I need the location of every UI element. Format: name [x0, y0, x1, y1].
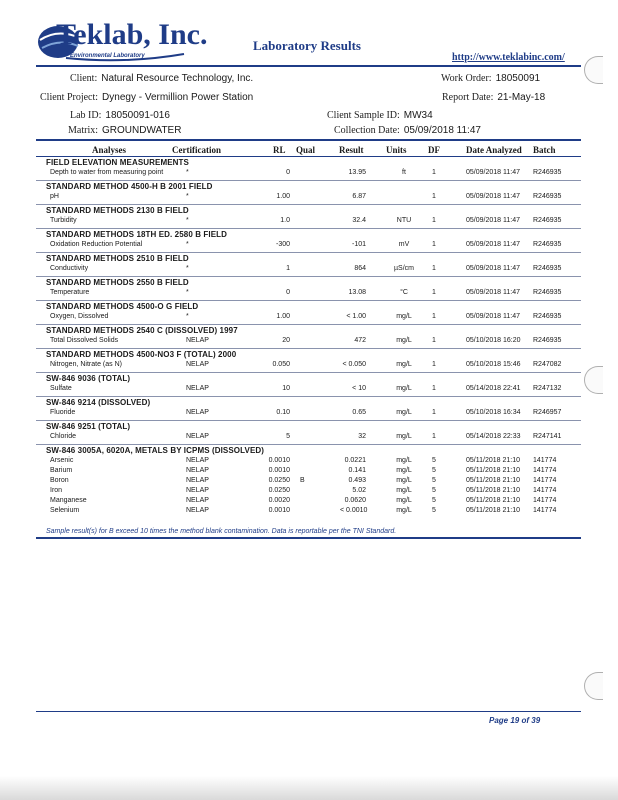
section-title: FIELD ELEVATION MEASUREMENTS: [46, 158, 189, 167]
client-project-value: Dynegy - Vermillion Power Station: [102, 92, 254, 103]
date-analyzed-cell: 05/11/2018 21:10: [466, 507, 520, 514]
certification-cell: NELAP: [186, 457, 209, 464]
date-analyzed-cell: 05/10/2018 15:46: [466, 361, 521, 368]
result-cell: 0.141: [348, 467, 366, 474]
units-cell: µS/cm: [394, 265, 414, 272]
col-rl: RL: [273, 145, 286, 155]
analyte-cell: Nitrogen, Nitrate (as N): [50, 361, 122, 368]
df-cell: 1: [432, 337, 436, 344]
client-sample-id-field: [327, 110, 433, 121]
col-certification: Certification: [172, 145, 221, 155]
matrix-value: GROUNDWATER: [102, 125, 182, 136]
qual-cell: B: [300, 477, 305, 484]
df-cell: 5: [432, 487, 436, 494]
certification-cell: *: [186, 313, 189, 320]
date-analyzed-cell: 05/14/2018 22:41: [466, 385, 521, 392]
units-cell: mg/L: [396, 409, 412, 416]
client-project-label: Client Project:: [40, 92, 99, 103]
certification-cell: NELAP: [186, 497, 209, 504]
df-cell: 1: [432, 289, 436, 296]
result-cell: < 0.0010: [340, 507, 368, 514]
analyte-cell: Boron: [50, 477, 69, 484]
collection-date-field: [334, 125, 481, 136]
batch-cell: 141774: [533, 457, 557, 464]
df-cell: 5: [432, 467, 436, 474]
scan-shadow: [0, 776, 618, 800]
date-analyzed-cell: 05/11/2018 21:10: [466, 467, 520, 474]
table-row: [0, 337, 618, 347]
analyte-cell: Chloride: [50, 433, 77, 440]
table-row: [0, 409, 618, 419]
units-cell: mg/L: [396, 507, 412, 514]
section-separator: [36, 252, 581, 253]
client-sample-id-value: MW34: [403, 110, 433, 121]
df-cell: 1: [432, 169, 436, 176]
section-title: STANDARD METHODS 2130 B FIELD: [46, 206, 189, 215]
header-rule: [36, 65, 581, 67]
units-cell: mg/L: [396, 467, 412, 474]
table-row: [0, 313, 618, 323]
analyte-cell: Oxygen, Dissolved: [50, 313, 109, 320]
binder-punch-hole: [584, 672, 603, 700]
section-title: STANDARD METHODS 4500-NO3 F (TOTAL) 2000: [46, 350, 237, 359]
df-cell: 1: [432, 241, 436, 248]
result-cell: 6.87: [352, 193, 366, 200]
section-title: STANDARD METHODS 2510 B FIELD: [46, 254, 189, 263]
certification-cell: NELAP: [186, 487, 209, 494]
analyte-cell: Barium: [50, 467, 73, 474]
result-cell: 32: [358, 433, 366, 440]
table-row: [0, 497, 618, 507]
col-date-analyzed: Date Analyzed: [466, 145, 522, 155]
batch-cell: R246935: [533, 241, 562, 248]
batch-cell: 141774: [533, 487, 557, 494]
result-cell: 13.08: [348, 289, 366, 296]
table-row: [0, 385, 618, 395]
batch-cell: R247132: [533, 385, 562, 392]
date-analyzed-cell: 05/09/2018 11:47: [466, 289, 520, 296]
rl-cell: 0: [286, 169, 290, 176]
analyte-cell: Sulfate: [50, 385, 72, 392]
result-cell: 864: [354, 265, 366, 272]
col-df: DF: [428, 145, 440, 155]
analyte-cell: Turbidity: [50, 217, 77, 224]
result-cell: 472: [354, 337, 366, 344]
rl-cell: 0.10: [276, 409, 290, 416]
date-analyzed-cell: 05/11/2018 21:10: [466, 477, 520, 484]
section-title: STANDARD METHODS 18TH ED. 2580 B FIELD: [46, 230, 228, 239]
client-project-field: [40, 92, 253, 103]
certification-cell: NELAP: [186, 507, 209, 514]
rl-cell: 0.0020: [268, 497, 290, 504]
result-cell: 0.0221: [344, 457, 366, 464]
batch-cell: R246935: [533, 337, 562, 344]
certification-cell: *: [186, 265, 189, 272]
batch-cell: 141774: [533, 467, 557, 474]
batch-cell: R246935: [533, 265, 562, 272]
df-cell: 1: [432, 217, 436, 224]
rl-cell: 0.0250: [268, 477, 290, 484]
section-separator: [36, 372, 581, 373]
date-analyzed-cell: 05/14/2018 22:33: [466, 433, 521, 440]
analyte-cell: Arsenic: [50, 457, 74, 464]
section-separator: [36, 276, 581, 277]
rl-cell: 0.050: [272, 361, 290, 368]
analyte-cell: Selenium: [50, 507, 80, 514]
result-cell: 5.02: [352, 487, 366, 494]
table-row: [0, 193, 618, 203]
date-analyzed-cell: 05/10/2018 16:20: [466, 337, 521, 344]
lab-id-value: 18050091-016: [105, 110, 170, 121]
analyte-cell: Depth to water from measuring point: [50, 169, 164, 176]
collection-date-value: 05/09/2018 11:47: [403, 125, 481, 136]
df-cell: 5: [432, 507, 436, 514]
date-analyzed-cell: 05/11/2018 21:10: [466, 487, 520, 494]
table-row: [0, 265, 618, 275]
certification-cell: NELAP: [186, 361, 209, 368]
report-date-value: 21-May-18: [497, 92, 546, 103]
logo-subtitle: Environmental Laboratory: [70, 53, 145, 59]
report-date-field: [442, 92, 545, 103]
df-cell: 1: [432, 313, 436, 320]
units-cell: ft: [402, 169, 406, 176]
units-cell: mg/L: [396, 337, 412, 344]
result-cell: 13.95: [348, 169, 366, 176]
rl-cell: -300: [275, 241, 290, 248]
certification-cell: *: [186, 169, 189, 176]
df-cell: 1: [432, 361, 436, 368]
date-analyzed-cell: 05/09/2018 11:47: [466, 169, 520, 176]
certification-cell: NELAP: [186, 385, 209, 392]
rl-cell: 20: [282, 337, 290, 344]
certification-cell: *: [186, 241, 189, 248]
units-cell: mg/L: [396, 497, 412, 504]
rl-cell: 1: [286, 265, 290, 272]
table-row: [0, 241, 618, 251]
df-cell: 1: [432, 193, 436, 200]
units-cell: mg/L: [396, 385, 412, 392]
analyte-cell: Manganese: [50, 497, 87, 504]
df-cell: 1: [432, 433, 436, 440]
certification-cell: *: [186, 193, 189, 200]
section-title: STANDARD METHODS 4500-O G FIELD: [46, 302, 199, 311]
batch-cell: R246935: [533, 313, 562, 320]
certification-cell: NELAP: [186, 477, 209, 484]
rl-cell: 0.0010: [268, 467, 290, 474]
certification-cell: NELAP: [186, 409, 209, 416]
analyte-cell: Iron: [50, 487, 63, 494]
result-cell: -101: [351, 241, 366, 248]
client-field: [70, 73, 253, 84]
df-cell: 1: [432, 409, 436, 416]
df-cell: 1: [432, 265, 436, 272]
col-batch: Batch: [533, 145, 556, 155]
date-analyzed-cell: 05/09/2018 11:47: [466, 313, 520, 320]
df-cell: 5: [432, 477, 436, 484]
section-separator: [36, 324, 581, 325]
work-order-field: [441, 73, 540, 84]
page-number: Page 19 of 39: [489, 716, 541, 725]
batch-cell: 141774: [533, 507, 557, 514]
col-units: Units: [386, 145, 407, 155]
rl-cell: 0.0010: [268, 507, 290, 514]
date-analyzed-cell: 05/09/2018 11:47: [466, 265, 520, 272]
table-row: [0, 507, 618, 517]
date-analyzed-cell: 05/11/2018 21:10: [466, 497, 520, 504]
date-analyzed-cell: 05/09/2018 11:47: [466, 217, 520, 224]
batch-cell: R247141: [533, 433, 562, 440]
date-analyzed-cell: 05/10/2018 16:34: [466, 409, 521, 416]
units-cell: mg/L: [396, 433, 412, 440]
table-top-rule: [36, 139, 581, 141]
analyte-cell: Conductivity: [50, 265, 89, 272]
table-row: [0, 477, 618, 487]
units-cell: mg/L: [396, 477, 412, 484]
rl-cell: 5: [286, 433, 290, 440]
certification-cell: NELAP: [186, 337, 209, 344]
table-row: [0, 217, 618, 227]
rl-cell: 0.0250: [268, 487, 290, 494]
result-cell: < 1.00: [346, 313, 366, 320]
work-order-label: Work Order:: [441, 73, 492, 84]
section-separator: [36, 180, 581, 181]
certification-cell: *: [186, 289, 189, 296]
client-sample-id-label: Client Sample ID:: [327, 110, 400, 121]
table-bottom-rule: [36, 537, 581, 539]
table-row: [0, 289, 618, 299]
matrix-field: [68, 125, 181, 136]
client-value: Natural Resource Technology, Inc.: [101, 73, 254, 84]
units-cell: mg/L: [396, 361, 412, 368]
batch-cell: 141774: [533, 497, 557, 504]
section-title: SW-846 9036 (TOTAL): [46, 374, 131, 383]
rl-cell: 0: [286, 289, 290, 296]
df-cell: 1: [432, 385, 436, 392]
section-title: SW-846 9251 (TOTAL): [46, 422, 131, 431]
units-cell: NTU: [396, 217, 412, 224]
table-row: [0, 467, 618, 477]
result-cell: < 0.050: [342, 361, 366, 368]
df-cell: 5: [432, 497, 436, 504]
result-cell: 32.4: [352, 217, 366, 224]
rl-cell: 1.0: [280, 217, 290, 224]
batch-cell: R246935: [533, 289, 562, 296]
collection-date-label: Collection Date:: [334, 125, 400, 136]
section-separator: [36, 396, 581, 397]
df-cell: 5: [432, 457, 436, 464]
date-analyzed-cell: 05/11/2018 21:10: [466, 457, 520, 464]
section-separator: [36, 300, 581, 301]
batch-cell: R247082: [533, 361, 562, 368]
result-cell: 0.65: [352, 409, 366, 416]
lab-id-label: Lab ID:: [70, 110, 102, 121]
result-cell: < 10: [352, 385, 366, 392]
section-title: SW-846 3005A, 6020A, METALS BY ICPMS (DISSOLVED): [46, 446, 265, 455]
table-row: [0, 169, 618, 179]
batch-cell: R246935: [533, 193, 562, 200]
rl-cell: 10: [282, 385, 290, 392]
section-title: STANDARD METHOD 4500-H B 2001 FIELD: [46, 182, 213, 191]
footer-rule: [36, 711, 581, 712]
batch-cell: R246935: [533, 169, 562, 176]
batch-cell: R246957: [533, 409, 562, 416]
units-cell: mg/L: [396, 487, 412, 494]
date-analyzed-cell: 05/09/2018 11:47: [466, 193, 520, 200]
certification-cell: NELAP: [186, 433, 209, 440]
table-row: [0, 457, 618, 467]
units-cell: °C: [400, 289, 408, 296]
section-separator: [36, 420, 581, 421]
result-cell: 0.493: [348, 477, 366, 484]
col-analyses: Analyses: [92, 145, 127, 155]
units-cell: mV: [398, 241, 410, 248]
table-row: [0, 433, 618, 443]
analyte-cell: pH: [50, 193, 59, 200]
analyte-cell: Oxidation Reduction Potential: [50, 241, 143, 248]
header-underline: [36, 156, 581, 157]
logo-text: Teklab, Inc.: [56, 18, 208, 51]
analyte-cell: Fluoride: [50, 409, 76, 416]
section-separator: [36, 444, 581, 445]
rl-cell: 0.0010: [268, 457, 290, 464]
analyte-cell: Total Dissolved Solids: [50, 337, 119, 344]
date-analyzed-cell: 05/09/2018 11:47: [466, 241, 520, 248]
section-separator: [36, 204, 581, 205]
binder-punch-hole: [584, 56, 603, 84]
analyte-cell: Temperature: [50, 289, 90, 296]
table-row: [0, 361, 618, 371]
footnote: Sample result(s) for B exceed 10 times the method blank contamination. Data is reportable per the TNI Standard.: [46, 528, 397, 535]
col-qual: Qual: [296, 145, 316, 155]
table-row: [0, 487, 618, 497]
rl-cell: 1.00: [276, 313, 290, 320]
col-result: Result: [339, 145, 364, 155]
document-title: Laboratory Results: [253, 38, 361, 53]
section-title: STANDARD METHODS 2550 B FIELD: [46, 278, 189, 287]
section-separator: [36, 228, 581, 229]
client-label: Client:: [70, 73, 98, 84]
work-order-value: 18050091: [495, 73, 541, 84]
rl-cell: 1.00: [276, 193, 290, 200]
section-title: SW-846 9214 (DISSOLVED): [46, 398, 151, 407]
section-title: STANDARD METHODS 2540 C (DISSOLVED) 1997: [46, 326, 238, 335]
result-cell: 0.0620: [344, 497, 366, 504]
lab-id-field: [70, 110, 170, 121]
section-separator: [36, 348, 581, 349]
matrix-label: Matrix:: [68, 125, 98, 136]
units-cell: mg/L: [396, 457, 412, 464]
certification-cell: NELAP: [186, 467, 209, 474]
units-cell: mg/L: [396, 313, 412, 320]
certification-cell: *: [186, 217, 189, 224]
website-link[interactable]: http://www.teklabinc.com/: [452, 52, 565, 63]
report-date-label: Report Date:: [442, 92, 494, 103]
batch-cell: R246935: [533, 217, 562, 224]
batch-cell: 141774: [533, 477, 557, 484]
